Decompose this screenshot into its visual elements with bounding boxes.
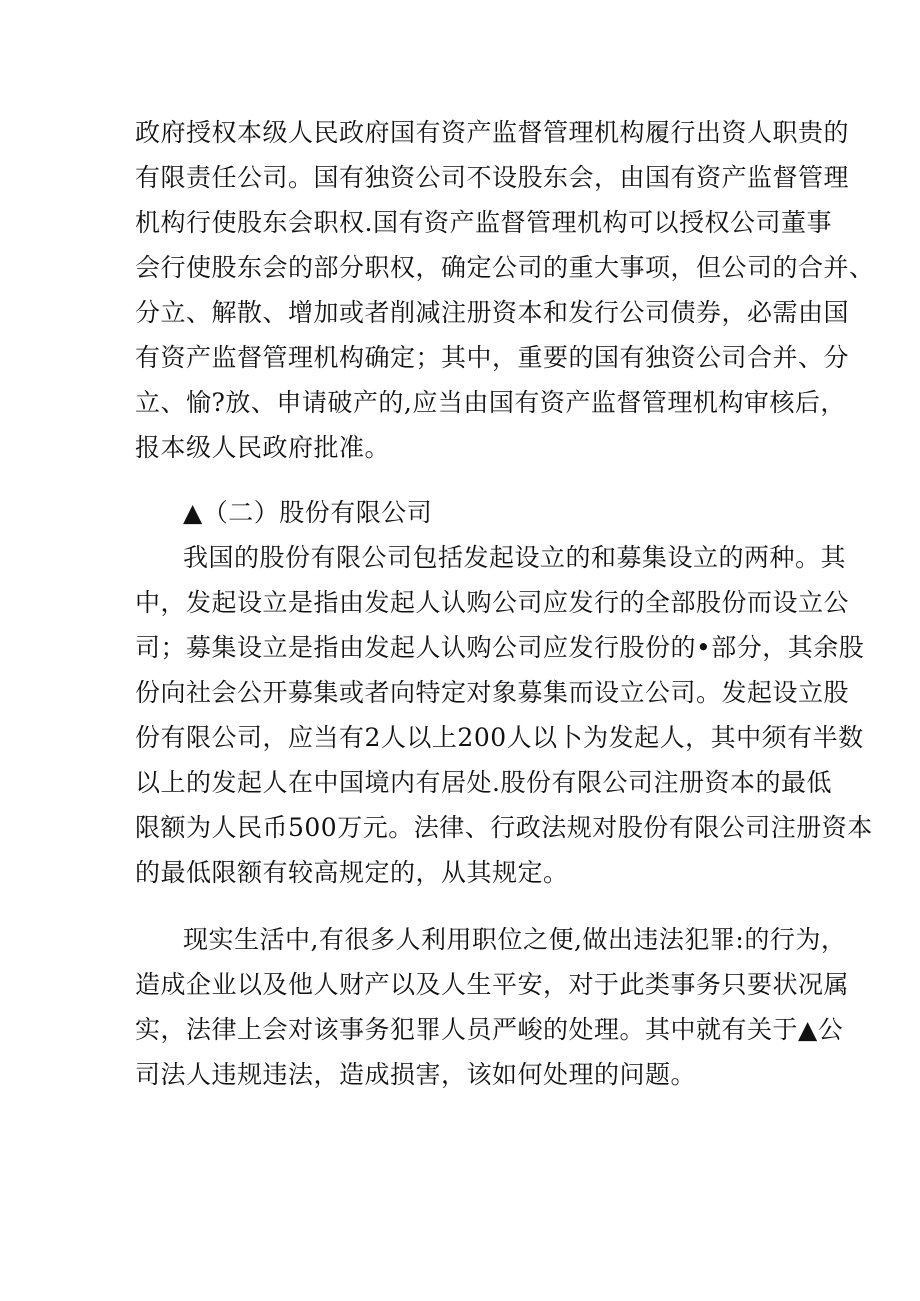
section-heading-text: ▲（二）股份有限公司 xyxy=(183,498,433,527)
text-line: 现实生活中,有很多人利用职位之便,做出违法犯罪:的行为， xyxy=(183,925,847,954)
text-line: 份向社会公开募集或者向特定对象募集而设立公司。发起设立股 xyxy=(135,678,850,707)
text-line: 司法人违规违法，造成损害，该如何处理的问题。 xyxy=(135,1060,697,1089)
text-line: 分立、解散、增加或者削减注册资本和发行公司债券，必需由国 xyxy=(135,298,850,327)
text-line: 机构行使股东会职权.国有资产监督管理机构可以授权公司董事 xyxy=(135,208,832,237)
paragraph-company-state-owned xyxy=(135,110,875,470)
text-line: 会行使股东会的部分职权，确定公司的重大事项，但公司的合并、 xyxy=(135,253,875,282)
text-line: 的最低限额有较高规定的，从其规定。 xyxy=(135,858,569,887)
text-line: 实，法律上会对该事务犯罪人员严峻的处理。其中就有关于▲公 xyxy=(135,1015,844,1044)
paragraph-joint-stock-company xyxy=(135,535,873,895)
text-line: 有资产监督管理机构确定；其中，重要的国有独资公司合并、分 xyxy=(135,343,850,372)
text-line: 报本级人民政府批准。 xyxy=(135,433,391,462)
text-line: 司；募集设立是指由发起人认购公司应发行股份的•部分，其余股 xyxy=(135,633,865,662)
text-line: 份有限公司，应当有2人以上200人以卜为发起人，其中须有半数 xyxy=(135,723,864,752)
text-line: 立、愉?放、申请破产的,应当由国有资产监督管理机构审核后， xyxy=(135,388,846,417)
text-line: 政府授权本级人民政府国有资产监督管理机构履行出资人职贵的 xyxy=(135,118,850,147)
text-line: 中，发起设立是指由发起人认购公司应发行的全部股份而设立公 xyxy=(135,588,850,617)
text-line: 以上的发起人在中国境内有居处.股份有限公司注册资本的最低 xyxy=(135,768,832,797)
text-line: 造成企业以及他人财产以及人生平安，对于此类事务只要状况属 xyxy=(135,970,850,999)
paragraph-real-life xyxy=(135,917,850,1097)
text-line: 限额为人民币500万元。法律、行政法规对股份有限公司注册资本 xyxy=(135,813,873,842)
text-line: 我国的股份有限公司包括发起设立的和募集设立的两种。其 xyxy=(183,543,847,572)
text-line: 有限责任公司。国有独资公司不设股东会，由国有资产监督管理 xyxy=(135,163,850,192)
section-heading xyxy=(135,490,815,535)
